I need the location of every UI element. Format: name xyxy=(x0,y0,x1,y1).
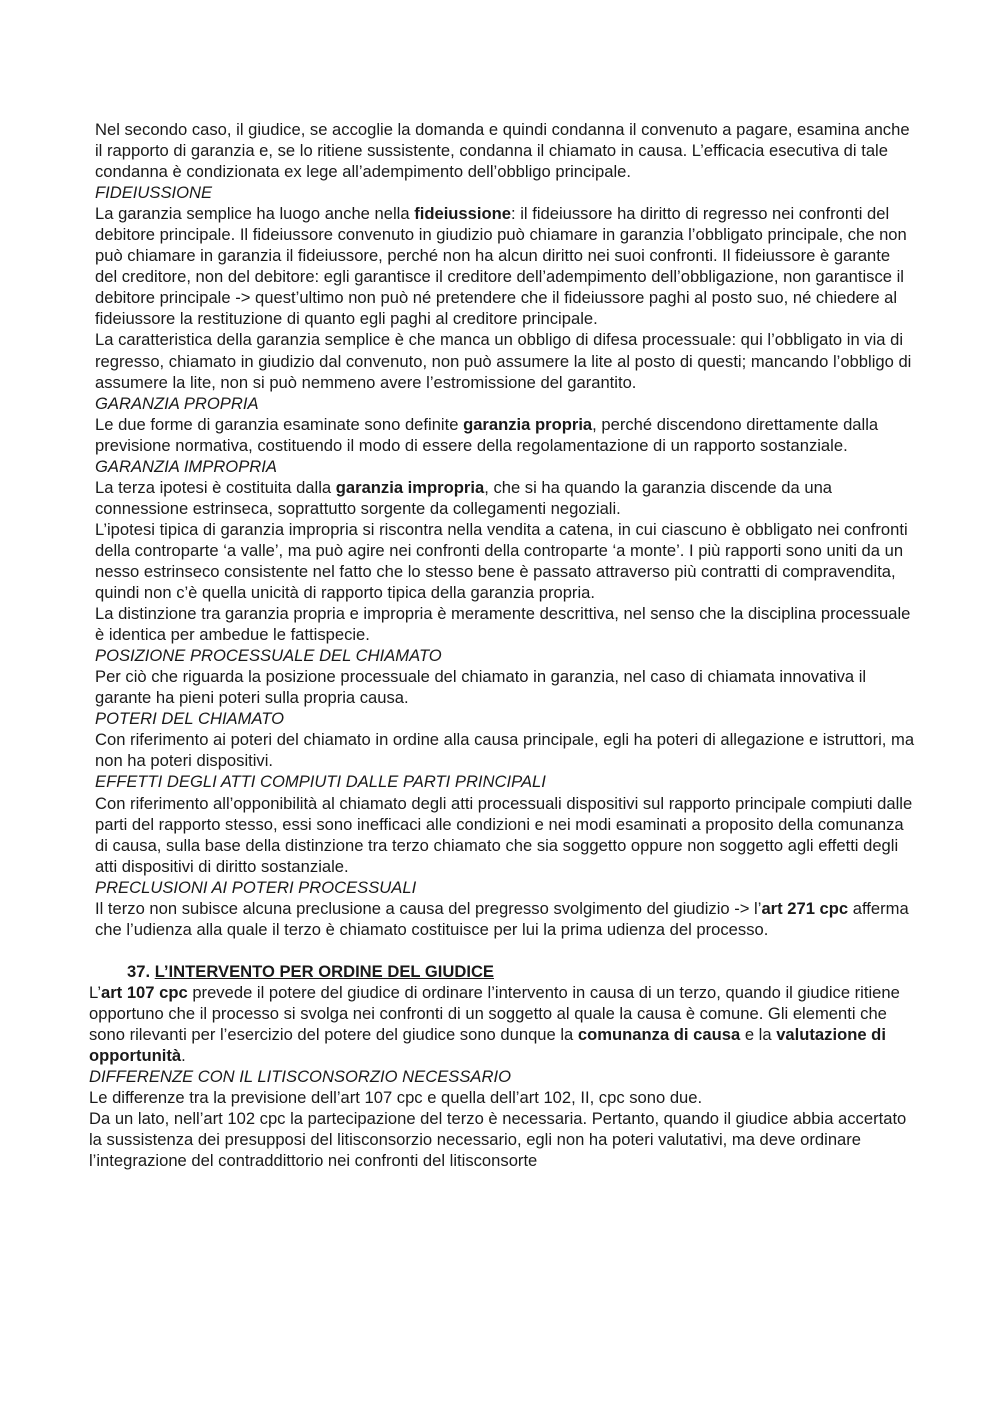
bold-term-fideiussione: fideiussione xyxy=(414,204,512,224)
paragraph-distinzione: La distinzione tra garanzia propria e impropria è meramente descrittiva, nel senso che la disciplina processuale è identica per ambedue le fattispecie. xyxy=(95,604,911,645)
text-run: La garanzia semplice ha luogo anche nella xyxy=(95,204,415,224)
text-run: prevede il potere del giudice di ordinare l’intervento in causa di un terzo, quando il giudice ritiene opportuno che il processo si svolga nei confronti di un soggetto al quale la causa è comune. Gli elementi che sono rilevanti per l’esercizio del potere del giudice sono dunque la xyxy=(89,982,900,1044)
text-run: , che si ha quando la garanzia discende da una connessione estrinseca, soprattutto sorgente da collegamenti negoziali. xyxy=(95,477,833,518)
bold-term-comunanza: comunanza di causa xyxy=(577,1024,741,1044)
bold-term-valutazione: valutazione di opportunità xyxy=(89,1024,886,1066)
bold-term-garanzia-impropria: garanzia impropria xyxy=(335,477,485,497)
text-run: Le due forme di garanzia esaminate sono definite xyxy=(95,414,464,434)
paragraph-garanzia-condanna: Nel secondo caso, il giudice, se accoglie la domanda e quindi condanna il convenuto a pagare, esamina anche il rapporto di garanzia e, se lo ritiene sussistente, condanna il chiamato in causa. L’efficacia esecutiva di tale condanna è condizionata ex lege all’adempimento dell’obbligo principale. xyxy=(95,120,910,182)
paragraph-poteri-chiamato: Con riferimento ai poteri del chiamato in ordine alla causa principale, egli ha poteri di allegazione e istruttori, ma non ha poteri dispositivi. xyxy=(95,730,915,771)
heading-posizione-processuale: POSIZIONE PROCESSUALE DEL CHIAMATO xyxy=(95,646,442,666)
paragraph-art-102: Da un lato, nell’art 102 cpc la partecipazione del terzo è necessaria. Pertanto, quando il giudice abbia accertato la sussistenza dei presupposi del litisconsorzio necessario, egli non ha poteri valutativi, ma deve ordinare l’integrazione del contraddittorio nei confronti del litisconsorte xyxy=(89,1109,907,1171)
text-run: L’ xyxy=(89,982,101,1002)
chapter-title: L’INTERVENTO PER ORDINE DEL GIUDICE xyxy=(154,961,494,981)
chapter-number: 37. xyxy=(127,961,155,981)
paragraph-posizione-processuale: Per ciò che riguarda la posizione processuale del chiamato in garanzia, nel caso di chiamata innovativa il garante ha pieni poteri sulla propria causa. xyxy=(95,667,867,708)
heading-garanzia-propria: GARANZIA PROPRIA xyxy=(95,393,259,413)
heading-effetti-atti: EFFETTI DEGLI ATTI COMPIUTI DALLE PARTI PRINCIPALI xyxy=(95,772,546,792)
text-run: : il fideiussore ha diritto di regresso nei confronti del debitore principale. Il fideiussore convenuto in giudizio può chiamare in garanzia l’obbligato principale, che non può chiamare in garanzia il fideiussore, perché non ha alcun diritto nei suoi confronti. Il fideiussore è garante del creditore, non del debitore: egli garantisce il creditore dell’adempimento dell’obbligazione, non garantisce il debitore principale -> quest’ultimo non può né pretendere che il fideiussore paghi al posto suo, né chiedere al fideiussore la restituzione di quanto egli paghi al creditore principale. xyxy=(95,204,907,329)
bold-term-art-107: art 107 cpc xyxy=(101,982,188,1002)
text-run: , perché discendono direttamente dalla previsione normativa, costituendo il modo di essere della regolamentazione di un rapporto sostanziale. xyxy=(95,414,879,455)
heading-poteri-chiamato: POTERI DEL CHIAMATO xyxy=(95,709,285,729)
paragraph-preclusioni xyxy=(95,898,915,940)
paragraph-vendita-a-catena: L’ipotesi tipica di garanzia impropria si riscontra nella vendita a catena, in cui ciascuno è obbligato nei confronti della controparte ‘a valle’, ma può agire nei confronti della controparte ‘a monte’. I più rapporti sono uniti da un nesso estrinseco consistente nel fatto che lo stesso bene è passato attraverso più contratti di compravendita, quindi non c’è quella unicità di rapporto tipica della garanzia propria. xyxy=(95,519,908,603)
paragraph-fideiussione xyxy=(95,203,915,329)
heading-preclusioni: PRECLUSIONI AI POTERI PROCESSUALI xyxy=(95,877,417,897)
paragraph-art-107 xyxy=(89,982,915,1066)
paragraph-garanzia-propria xyxy=(95,414,915,456)
bold-term-art-271: art 271 cpc xyxy=(761,898,849,918)
chapter-heading xyxy=(127,961,915,982)
heading-fideiussione: FIDEIUSSIONE xyxy=(95,183,213,203)
paragraph-effetti-atti: Con riferimento all’opponibilità al chiamato degli atti processuali dispositivi sul rapporto principale compiuti dalle parti del rapporto stesso, essi sono inefficaci alle condizioni e nei modi esaminati a proposito della comunanza di causa, sulla base della distinzione tra terzo chiamato che sia soggetto oppure non soggetto agli effetti degli atti dispositivi di diritto sostanziale. xyxy=(95,793,913,876)
text-run: La terza ipotesi è costituita dalla xyxy=(95,477,336,497)
text-run: afferma che l’udienza alla quale il terzo è chiamato costituisce per lui la prima udienza del processo. xyxy=(95,898,909,939)
paragraph-garanzia-semplice: La caratteristica della garanzia semplice è che manca un obbligo di difesa processuale: qui l’obbligato in via di regresso, chiamato in giudizio dal convenuto, non può assumere la lite al posto di questi; mancando l’obbligo di assumere la lite, non si può nemmeno avere l’estromissione del garantito. xyxy=(95,330,912,392)
chapter-body xyxy=(89,982,915,1171)
document-page xyxy=(89,119,915,1171)
bold-term-garanzia-propria: garanzia propria xyxy=(463,414,593,434)
text-run: Il terzo non subisce alcuna preclusione a causa del pregresso svolgimento del giudizio -> l’ xyxy=(95,898,762,918)
heading-differenze: DIFFERENZE CON IL LITISCONSORZIO NECESSARIO xyxy=(89,1067,511,1087)
paragraph-garanzia-impropria xyxy=(95,477,915,519)
text-run: . xyxy=(181,1046,186,1066)
heading-garanzia-impropria: GARANZIA IMPROPRIA xyxy=(95,456,277,476)
paragraph-differenze: Le differenze tra la previsione dell’art 107 cpc e quella dell’art 102, II, cpc sono due. xyxy=(89,1088,703,1108)
text-run: e la xyxy=(740,1024,777,1044)
